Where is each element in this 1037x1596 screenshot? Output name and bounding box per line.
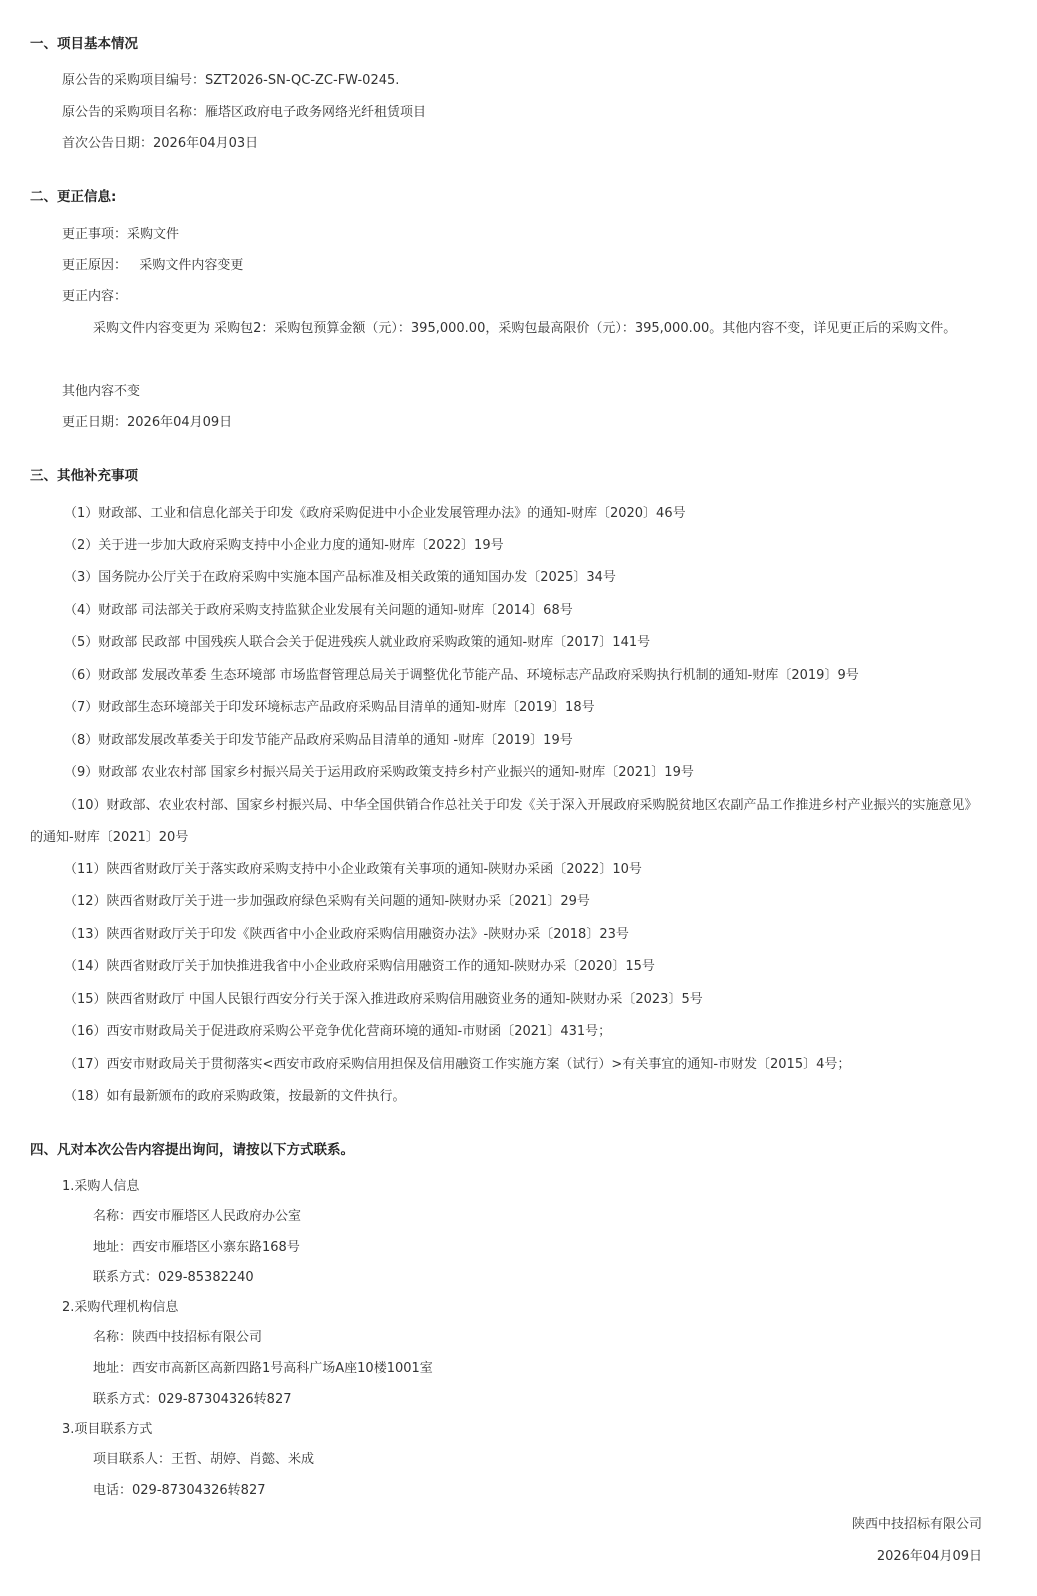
supplement-item: （3）国务院办公厅关于在政府采购中实施本国产品标准及相关政策的通知国办发〔2025〕34号 bbox=[64, 570, 616, 585]
supplement-item: （4）财政部 司法部关于政府采购支持监狱企业发展有关问题的通知-财库〔2014〕68号 bbox=[64, 603, 573, 618]
supplement-item: （15）陕西省财政厅 中国人民银行西安分行关于深入推进政府采购信用融资业务的通知-陕财办采〔2023〕5号 bbox=[64, 992, 703, 1007]
section-heading-correction: 二、更正信息: bbox=[30, 189, 117, 205]
supplement-item: （16）西安市财政局关于促进政府采购公平竞争优化营商环境的通知-市财函〔2021〕431号； bbox=[64, 1024, 612, 1039]
buyer-phone: 联系方式：029-85382240 bbox=[93, 1270, 254, 1285]
project-contact-people: 项目联系人：王哲、胡婷、肖懿、米成 bbox=[93, 1452, 315, 1467]
supplement-item: （18）如有最新颁布的政府采购政策，按最新的文件执行。 bbox=[64, 1089, 406, 1104]
supplement-item: （17）西安市财政局关于贯彻落实<西安市政府采购信用担保及信用融资工作实施方案（试行）>有关事宜的通知-市财发〔2015〕4号； bbox=[64, 1057, 851, 1072]
original-project-name: 原公告的采购项目名称：雁塔区政府电子政务网络光纤租赁项目 bbox=[62, 105, 427, 120]
supplement-item: （11）陕西省财政厅关于落实政府采购支持中小企业政策有关事项的通知-陕财办采函〔2022〕10号 bbox=[64, 862, 642, 877]
agent-address: 地址：西安市高新区高新四路1号高科广场A座10楼1001室 bbox=[93, 1361, 433, 1376]
project-contact-phone: 电话：029-87304326转827 bbox=[93, 1483, 266, 1498]
section-heading-supplement: 三、其他补充事项 bbox=[30, 468, 138, 484]
section-heading-contact: 四、凡对本次公告内容提出询问，请按以下方式联系。 bbox=[30, 1142, 354, 1158]
supplement-item: （7）财政部生态环境部关于印发环境标志产品政府采购品目清单的通知-财库〔2019〕18号 bbox=[64, 700, 595, 715]
correction-content-label: 更正内容： bbox=[62, 289, 128, 304]
correction-other: 其他内容不变 bbox=[62, 384, 141, 399]
agent-info-title: 2.采购代理机构信息 bbox=[62, 1300, 179, 1315]
correction-reason: 更正原因： 采购文件内容变更 bbox=[62, 258, 244, 273]
correction-date: 更正日期：2026年04月09日 bbox=[62, 415, 233, 430]
signature-company: 陕西中技招标有限公司 bbox=[851, 1517, 982, 1532]
supplement-item: （12）陕西省财政厅关于进一步加强政府绿色采购有关问题的通知-陕财办采〔2021〕29号 bbox=[64, 894, 590, 909]
supplement-item: （14）陕西省财政厅关于加快推进我省中小企业政府采购信用融资工作的通知-陕财办采〔2020〕15号 bbox=[64, 959, 655, 974]
supplement-item: （13）陕西省财政厅关于印发《陕西省中小企业政府采购信用融资办法》-陕财办采〔2018〕23号 bbox=[64, 927, 629, 942]
supplement-item: （5）财政部 民政部 中国残疾人联合会关于促进残疾人就业政府采购政策的通知-财库〔2017〕141号 bbox=[64, 635, 651, 650]
buyer-name: 名称：西安市雁塔区人民政府办公室 bbox=[93, 1209, 302, 1224]
supplement-item: （6）财政部 发展改革委 生态环境部 市场监督管理总局关于调整优化节能产品、环境标志产品政府采购执行机制的通知-财库〔2019〕9号 bbox=[64, 668, 859, 683]
agent-phone: 联系方式：029-87304326转827 bbox=[93, 1392, 292, 1407]
supplement-item: （2）关于进一步加大政府采购支持中小企业力度的通知-财库〔2022〕19号 bbox=[64, 538, 504, 553]
supplement-item: （1）财政部、工业和信息化部关于印发《政府采购促进中小企业发展管理办法》的通知-财库〔2020〕46号 bbox=[64, 506, 686, 521]
first-announcement-date: 首次公告日期：2026年04月03日 bbox=[62, 136, 259, 151]
section-heading-basic: 一、项目基本情况 bbox=[30, 36, 138, 52]
supplement-item: （9）财政部 农业农村部 国家乡村振兴局关于运用政府采购政策支持乡村产业振兴的通知-财库〔2021〕19号 bbox=[64, 765, 694, 780]
supplement-item: （10）财政部、农业农村部、国家乡村振兴局、中华全国供销合作总社关于印发《关于深入开展政府采购脱贫地区农副产品工作推进乡村产业振兴的实施意见》的通知-财库〔2021〕20号 bbox=[30, 798, 978, 845]
buyer-info-title: 1.采购人信息 bbox=[62, 1179, 140, 1194]
project-contact-title: 3.项目联系方式 bbox=[62, 1422, 153, 1437]
correction-item: 更正事项：采购文件 bbox=[62, 227, 180, 242]
buyer-address: 地址：西安市雁塔区小寨东路168号 bbox=[93, 1240, 300, 1255]
signature-date: 2026年04月09日 bbox=[876, 1549, 982, 1564]
agent-name: 名称：陕西中技招标有限公司 bbox=[93, 1330, 263, 1345]
correction-content-text: 采购文件内容变更为 采购包2：采购包预算金额（元）：395,000.00，采购包最高限价（元）：395,000.00。其他内容不变，详见更正后的采购文件。 bbox=[93, 321, 957, 336]
supplement-item: （8）财政部发展改革委关于印发节能产品政府采购品目清单的通知 -财库〔2019〕19号 bbox=[64, 733, 573, 748]
original-project-number: 原公告的采购项目编号：SZT2026-SN-QC-ZC-FW-0245. bbox=[62, 73, 400, 88]
